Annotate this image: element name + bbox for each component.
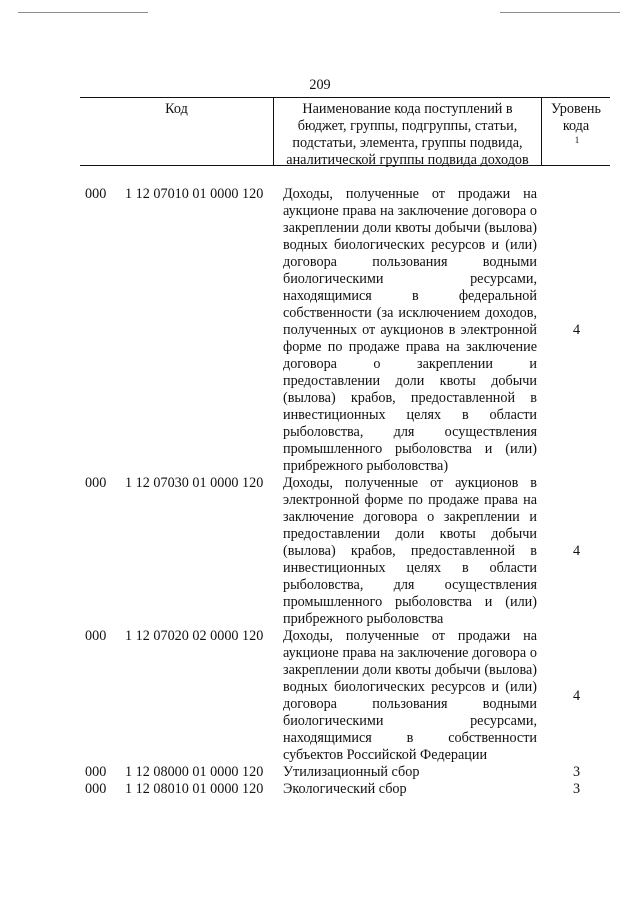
header-level-line (542, 118, 610, 152)
code-level: 4 (572, 322, 581, 338)
table-row (85, 475, 610, 628)
admin-code: 000 (85, 764, 107, 780)
header-level-text: кода (562, 118, 590, 134)
code-name: Доходы, полученные от аукционов в электронной форме по продаже права на заключение договора о закреплении и предоставлении доли квоты добычи (вылова) крабов, предоставленной в инвестиционных целях в области рыболовства, для осуществления промышленного рыболовства и (или) прибрежного рыболовства (283, 475, 537, 627)
code-name: Доходы, полученные от продажи на аукционе права на заключение договора о закреплении доли квоты добычи (вылова) водных биологических ресурсов и (или) договора пользования водными биологическими ресурсами, находящимися в федеральной собственности (за исключением доходов, полученных от аукционов в электронной форме по продаже права на заключение договора о закреплении и предоставлении доли квоты добычи (вылова) крабов, предоставленной в инвестиционных целях в области рыболовства, для осуществления промышленного рыболовства и (или) прибрежного рыболовства) (283, 186, 537, 474)
code-name: Утилизационный сбор (283, 764, 420, 780)
scan-edge-right (500, 12, 620, 13)
code-level: 3 (572, 781, 581, 797)
header-level-line: Уровень (551, 101, 601, 117)
header-name-line: подстатьи, элемента, группы подвида, (292, 135, 523, 151)
code-level: 4 (572, 687, 581, 704)
admin-code: 000 (85, 628, 107, 644)
footnote-marker: 1 (574, 135, 580, 145)
table-header (80, 97, 610, 166)
scan-edge-left (18, 12, 148, 13)
table-body (85, 186, 610, 798)
header-top-border (80, 97, 610, 98)
code-name: Экологический сбор (283, 781, 407, 797)
budget-code: 1 12 08010 01 0000 120 (125, 781, 264, 797)
table-row (85, 186, 610, 475)
budget-code: 1 12 07020 02 0000 120 (125, 628, 264, 644)
code-level: 4 (572, 543, 581, 559)
budget-code: 1 12 07030 01 0000 120 (125, 475, 264, 491)
admin-code: 000 (85, 475, 107, 491)
header-name-line: бюджет, группы, подгруппы, статьи, (297, 118, 518, 134)
header-name (274, 101, 541, 169)
table-row (85, 764, 610, 781)
code-level: 3 (572, 764, 581, 780)
header-name-line: Наименование кода поступлений в (302, 101, 513, 117)
page-number: 209 (309, 77, 331, 93)
header-level (542, 101, 610, 152)
admin-code: 000 (85, 781, 107, 797)
table-row (85, 781, 610, 798)
header-name-line: аналитической группы подвида доходов (286, 152, 529, 168)
budget-code: 1 12 07010 01 0000 120 (125, 186, 264, 202)
admin-code: 000 (85, 186, 107, 202)
budget-code: 1 12 08000 01 0000 120 (125, 764, 264, 780)
code-name: Доходы, полученные от продажи на аукционе права на заключение договора о закреплении доли квоты добычи (вылова) водных биологических ресурсов и (или) договора пользования водными биологическими ресурсами, находящимися в собственности субъектов Российской Федерации (283, 628, 537, 763)
table-row (85, 628, 610, 764)
header-code: Код (165, 101, 188, 117)
